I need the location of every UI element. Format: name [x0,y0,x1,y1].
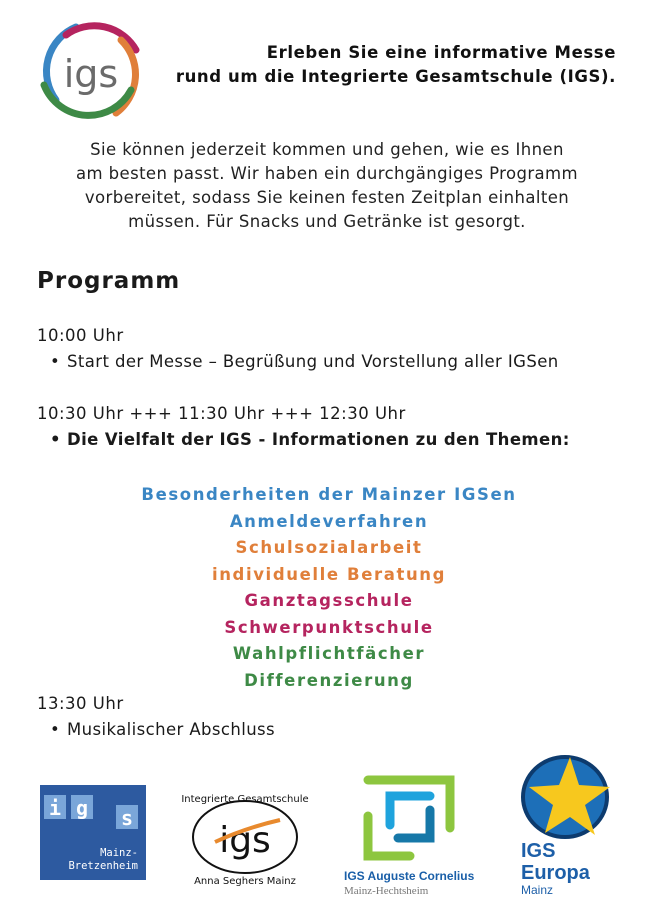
svg-text:Mainz: Mainz [521,883,554,897]
intro-line: am besten passt. Wir haben ein durchgängiges Programm [76,164,578,183]
igs-main-logo [36,15,146,125]
topic-item: Wahlpflichtfächer [232,644,426,663]
igs-auguste-cornelius-logo [340,770,490,900]
slot-time: 13:30 Uhr [37,694,124,713]
igs-bretzenheim-logo [40,785,146,880]
slot-time: 10:30 Uhr +++ 11:30 Uhr +++ 12:30 Uhr [37,404,406,423]
svg-text:Europa: Europa [521,862,590,884]
topic-item: Differenzierung [244,670,414,690]
intro-line: vorbereitet, sodass Sie keinen festen Zeitplan einhalten [84,188,570,207]
slot-item: • Musikalischer Abschluss [50,720,275,739]
svg-text:Anna Seghers Mainz: Anna Seghers Mainz [194,876,296,887]
svg-text:IGS: IGS [521,840,556,862]
topic-list [0,482,654,694]
igs-anna-seghers-logo [175,780,315,890]
svg-text:IGS Auguste Cornelius: IGS Auguste Cornelius [344,869,475,883]
igs-europa-logo [515,755,615,900]
headline-line-2: rund um die Integrierte Gesamtschule (IGS). [175,67,616,86]
svg-text:g: g [75,796,89,820]
svg-text:i: i [48,796,62,820]
svg-text:Mainz-Hechtsheim: Mainz-Hechtsheim [344,885,429,897]
slot-item: • Start der Messe – Begrüßung und Vorstellung aller IGSen [50,352,559,371]
intro-line: Sie können jederzeit kommen und gehen, wie es Ihnen [90,140,564,159]
svg-text:Mainz-: Mainz- [100,847,138,859]
topic-item: Anmeldeverfahren [229,511,429,531]
topic-item: Schulsozialarbeit [235,538,423,557]
topic-item: individuelle Beratung [211,564,447,584]
svg-text:igs: igs [219,820,271,861]
topic-item: Besonderheiten der Mainzer IGSen [141,485,517,504]
slot-time: 10:00 Uhr [37,326,124,345]
svg-text:igs: igs [63,52,119,96]
topic-item: Ganztagsschule [244,591,414,610]
intro-line: müssen. Für Snacks und Getränke ist gesorgt. [128,212,526,231]
svg-text:s: s [120,806,134,830]
slot-item: • Die Vielfalt der IGS - Informationen zu den Themen: [50,430,570,449]
program-title: Programm [37,268,181,294]
topic-item: Schwerpunktschule [224,617,434,637]
svg-text:Integrierte Gesamtschule: Integrierte Gesamtschule [181,794,309,805]
intro-paragraph [0,138,654,234]
headline-line-1: Erleben Sie eine informative Messe [266,43,616,62]
svg-text:Bretzenheim: Bretzenheim [68,860,138,872]
